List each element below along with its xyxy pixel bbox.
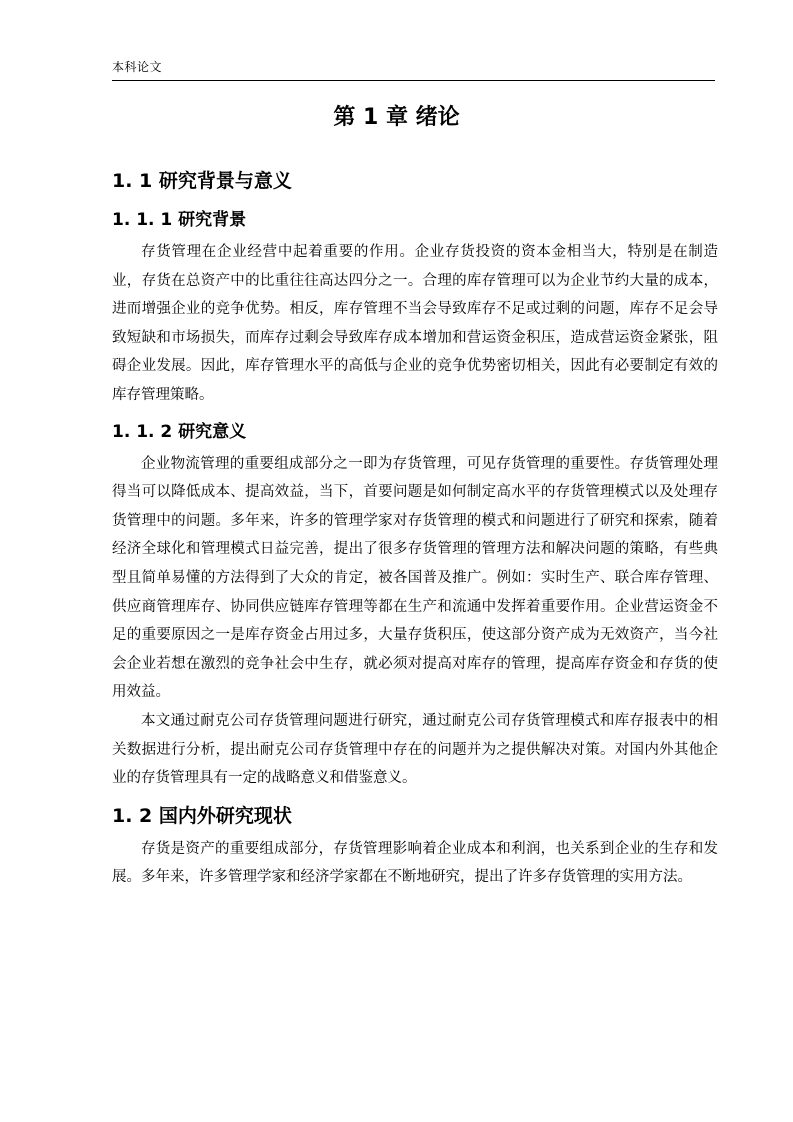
paragraph-research-background: 存货管理在企业经营中起着重要的作用。企业存货投资的资本金相当大，特别是在制造业，存货在总资产中的比重往往高达四分之一。合理的库存管理可以为企业节约大量的成本，进而增强企业的竞争优势。相反，库存管理不当会导致库存不足或过剩的问题，库存不足会导致短缺和市场损失，而库存过剩会导致库存成本增加和营运资金积压，造成营运资金紧张，阻碍企业发展。因此，库存管理水平的高低与企业的竞争优势密切相关，因此有必要制定有效的库存管理策略。: [112, 244, 718, 403]
paragraph-research-scope: 本文通过耐克公司存货管理问题进行研究，通过耐克公司存货管理模式和库存报表中的相关数据进行分析，提出耐克公司存货管理中存在的问题并为之提供解决对策。对国内外其他企业的存货管理具有一定的战略意义和借鉴意义。: [112, 712, 718, 787]
subsection-heading-1-1-1: 1. 1. 1 研究背景: [112, 210, 247, 230]
section-heading-1-1: 1. 1 研究背景与意义: [112, 170, 292, 192]
section-heading-1-2: 1. 2 国内外研究现状: [112, 804, 292, 827]
chapter-title: 第 1 章 绪论: [333, 105, 460, 130]
paragraph-research-significance: 企业物流管理的重要组成部分之一即为存货管理，可见存货管理的重要性。存货管理处理得当可以降低成本、提高效益，当下，首要问题是如何制定高水平的存货管理模式以及处理存货管理中的问题。多年来，许多的管理学家对存货管理的模式和问题进行了研究和探索，随着经济全球化和管理模式日益完善，提出了很多存货管理的管理方法和解决问题的策略，有些典型且简单易懂的方法得到了大众的肯定，被各国普及推广。例如：实时生产、联合库存管理、供应商管理库存、协同供应链库存管理等都在生产和流通中发挥着重要作用。企业营运资金不足的重要原因之一是库存资金占用过多，大量存货积压，使这部分资产成为无效资产，当今社会企业若想在激烈的竞争社会中生存，就必须对提高对库存的管理，提高库存资金和存货的使用效益。: [112, 455, 718, 701]
subsection-heading-1-1-2: 1. 1. 2 研究意义: [112, 421, 247, 442]
header-divider: [112, 80, 715, 81]
document-body: [112, 162, 718, 892]
paragraph-research-status: 存货是资产的重要组成部分，存货管理影响着企业成本和利润，也关系到企业的生存和发展。多年来，许多管理学家和经济学家都在不断地研究，提出了许多存货管理的实用方法。: [112, 840, 718, 886]
running-header: 本科论文: [112, 60, 163, 74]
